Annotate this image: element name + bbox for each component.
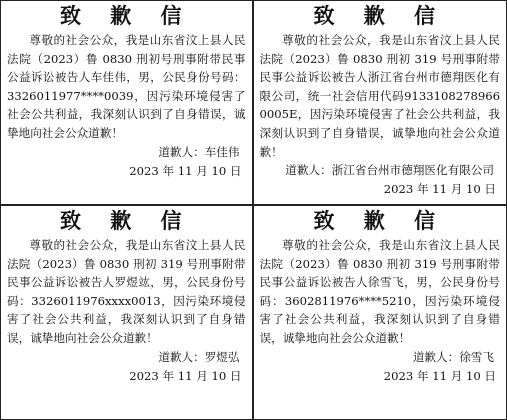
notice-body: 尊敬的社会公众，我是山东省汶上县人民法院（2023）鲁 0830 刑初 319 号刑事附带民事公益诉讼被告人浙江省台州市德翔医化有限公司，统一社会信用代码91331082789660005E，因污染环境侵害了社会公共利益，我深刻认识到了自身错误，诚挚地向社会公众道歉！ — [259, 33, 500, 159]
notice-signer: 道歉人：浙江省台州市德翔医化有限公司 — [285, 163, 494, 178]
notice-date: 2023 年 11 月 10 日 — [129, 163, 242, 178]
apology-notice-dexiang-company — [254, 1, 507, 206]
apology-notice-che-jiawei — [1, 1, 254, 206]
notice-body-wrapper — [260, 31, 501, 161]
notice-signer: 道歉人：车佳伟 — [158, 144, 240, 159]
notice-body-wrapper — [7, 236, 246, 348]
notice-date: 2023 年 11 月 10 日 — [383, 182, 496, 197]
notice-signer: 道歉人：徐雪飞 — [412, 349, 494, 364]
notice-title: 致 歉 信 — [313, 209, 447, 233]
notice-signer: 道歉人：罗煜弘 — [158, 349, 240, 364]
notice-body: 尊敬的社会公众，我是山东省汶上县人民法院（2023）鲁 0830 刑初号刑事附带民事公益诉讼被告人车佳伟，男，公民身份号码：3326011977****0039，因污染环境侵害了社会公共利益，我深刻认识到了自身错误，诚挚地向社会公众道歉！ — [7, 33, 246, 140]
notice-body-wrapper — [7, 31, 246, 143]
notice-body: 尊敬的社会公众，我是山东省汶上县人民法院（2023）鲁 0830 刑初 319 号刑事附带民事公益诉讼被告人徐雪飞，男，公民身份号码：3602811976****5210，因污染环境侵害了社会公共利益，我深刻认识到了自身错误，诚挚地向社会公众道歉！ — [259, 238, 500, 345]
apology-notice-luo-yuhong — [1, 206, 254, 419]
notice-body-wrapper — [260, 236, 501, 348]
notice-title: 致 歉 信 — [59, 209, 193, 233]
notice-title: 致 歉 信 — [59, 4, 193, 28]
apology-notice-xu-xuefei — [254, 206, 507, 419]
notice-date: 2023 年 11 月 10 日 — [383, 368, 496, 383]
notice-date: 2023 年 11 月 10 日 — [129, 368, 242, 383]
notice-body: 尊敬的社会公众，我是山东省汶上县人民法院（2023）鲁 0830 刑初 319 号刑事附带民事公益诉讼被告人罗煜竑，男，公民身份号码：3326011976xxxx0013，因污染环境侵害了社会公共利益，我深刻认识到了自身错误，诚挚地向社会公众道歉！ — [7, 238, 246, 345]
notice-title: 致 歉 信 — [313, 4, 447, 28]
